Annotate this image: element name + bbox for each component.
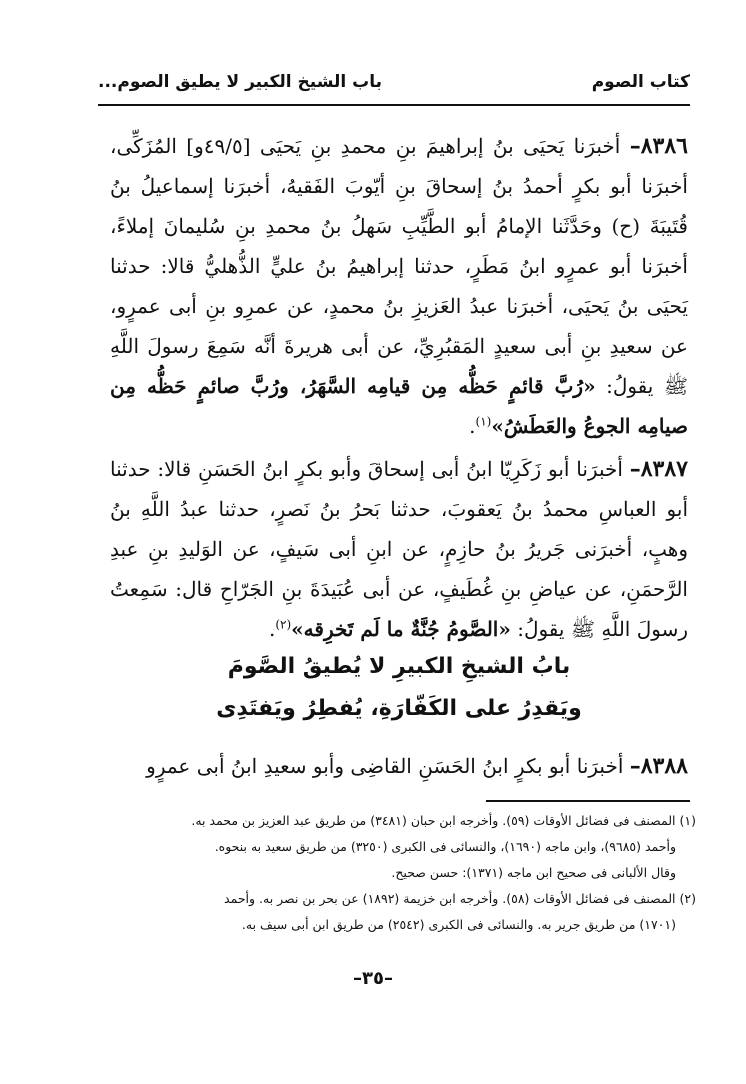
footnote-ref-1[interactable]: (١) [475,414,492,429]
section-heading [110,646,688,730]
header-divider [98,104,690,106]
footnote-divider [486,800,690,802]
section-title-line-2: ويَقدِرُ على الكَفّارَةِ، يُفطِرُ ويَفتَدِى [216,696,582,721]
footnote-1-line-2: وأحمد (٩٦٨٥)، وابن ماجه (١٦٩٠)، والنسائى فى الكبرى (٣٢٥٠) من طريق سعيد به بنحوه. [214,839,676,854]
hadith-8388 [110,746,688,786]
hadith-8387 [110,448,688,649]
hadith-isnad: أخبرَنا يَحيَى بنُ إبراهيمَ بنِ محمدِ بنِ يَحيَى [٤٩/٥و] المُزَكِّى، أخبرَنا أبو بكرٍ أحمدُ بنُ إسحاقَ بنِ أيّوبَ الفَقيهُ، أخبرَنا إسماعيلُ بنُ قُتَيبَةَ (ح) وحَدَّثَنا الإمامُ أبو الطَّيِّبِ سَهلُ بنُ محمدِ بنِ سُليمانَ إملاءً، أخبرَنا أبو عمرٍو ابنُ مَطَرٍ، حدثنا إبراهيمُ بنُ عليٍّ الذُّهليُّ قالا: حدثنا يَحيَى بنُ يَحيَى، أخبرَنا عبدُ العَزيزِ بنُ محمدٍ، عن عمرِو بنِ أبى عمرٍو، عن سعيدِ بنِ أبى سعيدٍ المَقبُرِيِّ، عن أبى هريرةَ أنَّه سَمِعَ رسولَ اللَّهِ ﷺ يقولُ: [110,134,689,398]
hadith-quote: «الصَّومُ جُنَّةٌ ما لَم تَخرِقه» [291,617,511,641]
hadith-ending: . [469,414,476,438]
hadith-number: ٨٣٨٨– [629,753,688,779]
footnote-ref-2[interactable]: (٢) [275,617,292,632]
hadith-isnad: أخبرَنا أبو بكرٍ ابنُ الحَسَنِ القاضِى وأبو سعيدِ ابنُ أبى عمرٍو [146,754,630,778]
hadith-number: ٨٣٨٧– [629,456,688,482]
hadith-isnad: أخبرَنا أبو زَكَرِيّا ابنُ أبى إسحاقَ وأبو بكرٍ ابنُ الحَسَنِ قالا: حدثنا أبو العباسِ محمدُ بنُ يَعقوبَ، حدثنا بَحرُ بنُ نَصرٍ، حدثنا عبدُ اللَّهِ بنُ وهبٍ، أخبرَنى جَريرُ بنُ حازِمٍ، عن ابنِ أبى سَيفٍ، عن الوَليدِ بنِ عبدِ الرَّحمَنِ، عن عياضِ بنِ غُطَيفٍ، عن أبى عُبَيدَةَ بنِ الجَرّاحِ قال: سَمِعتُ رسولَ اللَّهِ ﷺ يقولُ: [110,457,688,641]
hadith-quote: «رُبَّ قائمٍ حَظُّه مِن قيامِه السَّهَرُ، ورُبَّ صائمٍ حَظُّه مِن صيامِه الجوعُ والعَطَشُ» [110,374,688,438]
running-header [98,66,690,106]
page-number: –٣٥– [353,968,393,989]
chapter-title: باب الشيخ الكبير لا يطيق الصوم... [98,72,383,92]
footnote-2-line-1: (٢) المصنف فى فضائل الأوقات (٥٨). وأخرجه ابن خزيمة (١٨٩٢) عن بحر بن نصر به. وأحمد [224,891,696,906]
section-title-line-1: بابُ الشيخِ الكبيرِ لا يُطيقُ الصَّومَ [227,654,571,679]
main-text [110,126,688,649]
hadith-ending: . [268,617,276,641]
book-title: كتاب الصوم [591,72,690,92]
footnote-1-line-3: وقال الألبانى فى صحيح ابن ماجه (١٣٧١): حسن صحيح. [391,865,676,880]
footnotes [128,808,696,938]
hadith-8386 [110,126,688,446]
footnote-2-line-2: (١٧٠١) من طريق جرير به. والنسائى فى الكبرى (٢٥٤٢) من طريق ابن أبى سيف به. [241,917,676,932]
hadith-number: ٨٣٨٦– [629,133,688,159]
footnote-1-line-1: (١) المصنف فى فضائل الأوقات (٥٩). وأخرجه ابن حبان (٣٤٨١) من طريق عبد العزيز بن محمد به. [191,813,696,828]
